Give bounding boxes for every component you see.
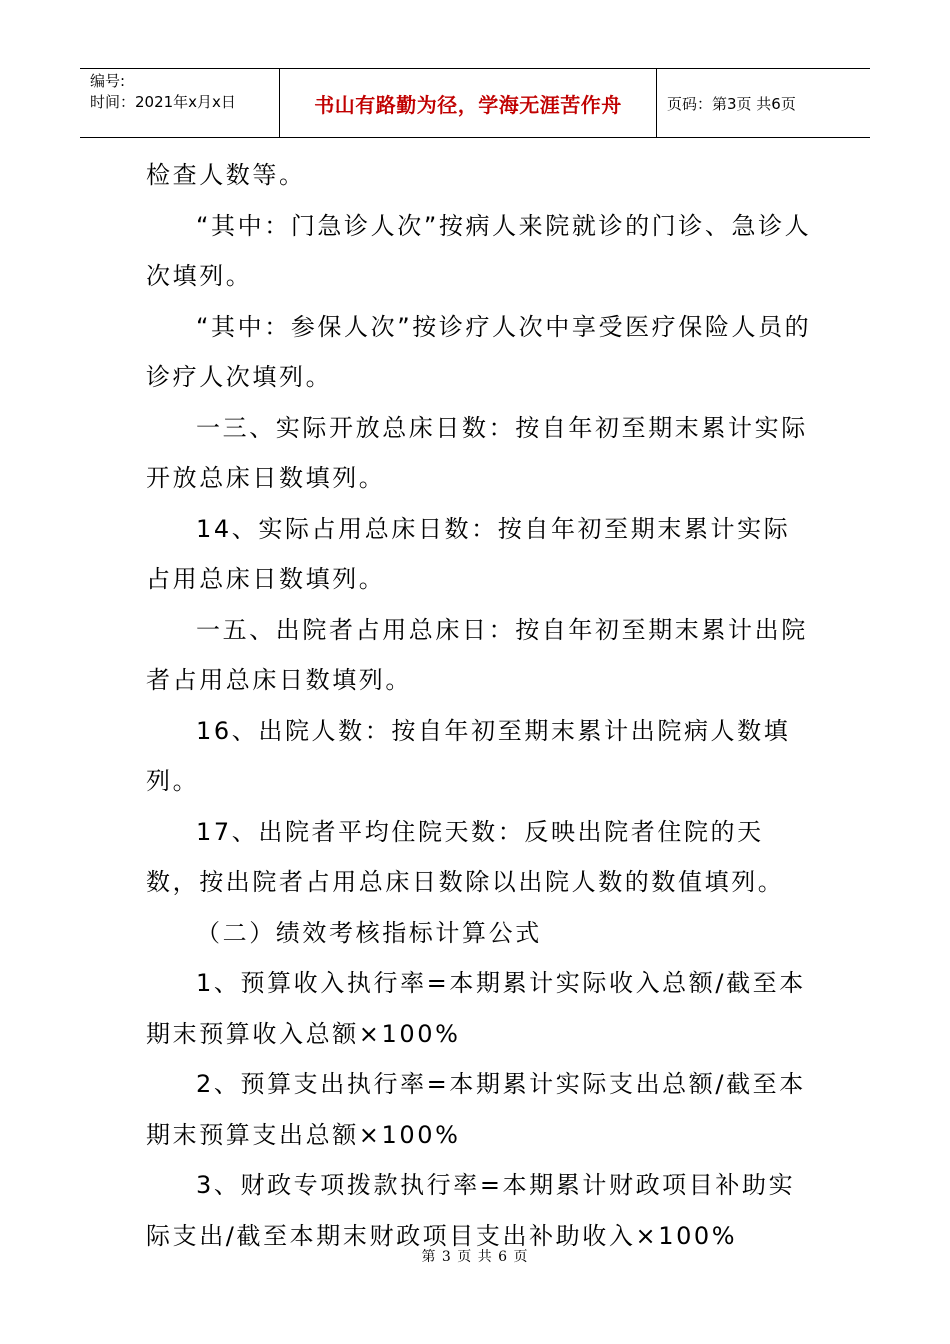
paragraph: “其中：门急诊人次”按病人来院就诊的门诊、急诊人次填列。 bbox=[146, 211, 812, 290]
header-page-info: 页码：第3页 共6页 bbox=[667, 94, 796, 113]
paragraph: 1、预算收入执行率=本期累计实际收入总额/截至本期末预算收入总额×100% bbox=[146, 969, 806, 1048]
document-body bbox=[146, 150, 816, 1261]
paragraph: 16、出院人数：按自年初至期末累计出院病人数填列。 bbox=[146, 716, 791, 795]
paragraph: “其中：参保人次”按诊疗人次中享受医疗保险人员的诊疗人次填列。 bbox=[146, 312, 812, 391]
page-footer: 第 3 页 共 6 页 bbox=[421, 1249, 529, 1265]
paragraph: 一三、实际开放总床日数：按自年初至期末累计实际开放总床日数填列。 bbox=[146, 413, 808, 492]
section-heading: （二）绩效考核指标计算公式 bbox=[196, 918, 542, 947]
paragraph: 3、财政专项拨款执行率=本期累计财政项目补助实际支出/截至本期末财政项目支出补助收入×100% bbox=[146, 1171, 796, 1250]
paragraph: 14、实际占用总床日数：按自年初至期末累计实际占用总床日数填列。 bbox=[146, 514, 791, 593]
paragraph: 一五、出院者占用总床日：按自年初至期末累计出院者占用总床日数填列。 bbox=[146, 615, 808, 694]
date-label: 时间：2021年x月x日 bbox=[90, 93, 236, 111]
page-header bbox=[80, 68, 870, 138]
paragraph: 检查人数等。 bbox=[146, 161, 306, 189]
header-meta bbox=[80, 69, 280, 137]
header-motto: 书山有路勤为径，学海无涯苦作舟 bbox=[280, 69, 657, 137]
serial-number-label: 编号: bbox=[90, 72, 126, 90]
paragraph: 2、预算支出执行率=本期累计实际支出总额/截至本期末预算支出总额×100% bbox=[146, 1070, 806, 1149]
paragraph: 17、出院者平均住院天数：反映出院者住院的天数，按出院者占用总床日数除以出院人数的数值填列。 bbox=[146, 817, 785, 896]
